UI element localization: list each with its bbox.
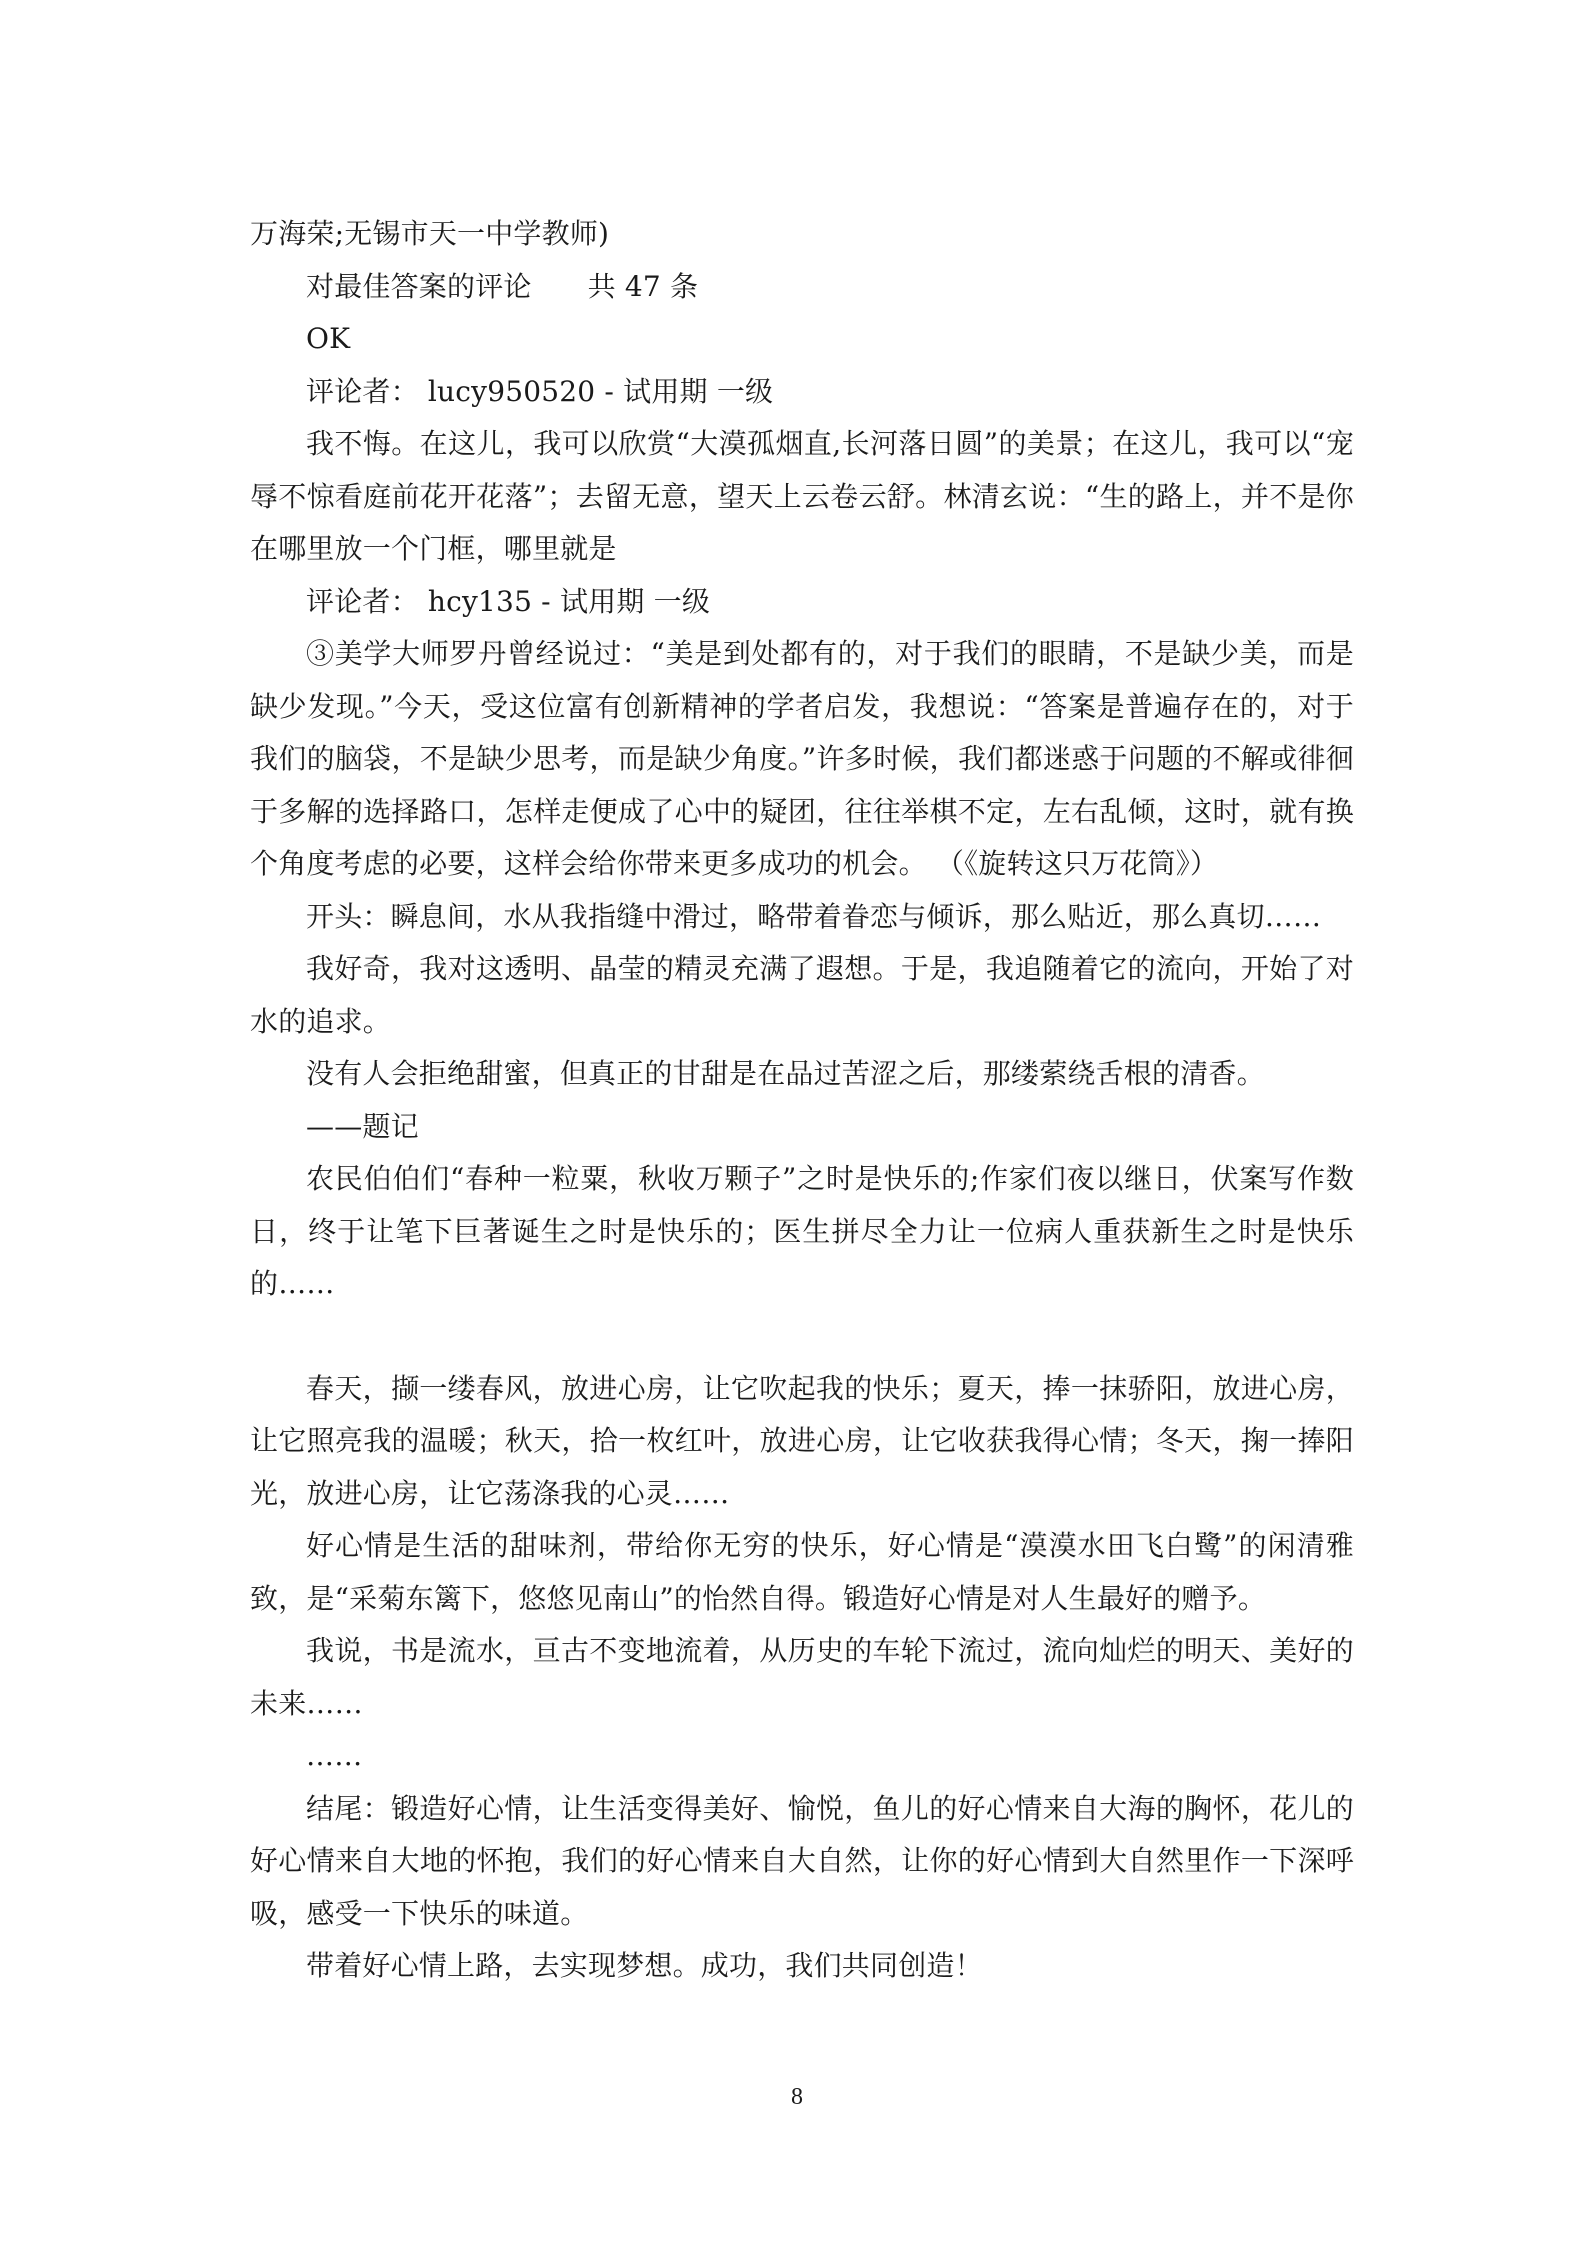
epigraph-paragraph: 没有人会拒绝甜蜜，但真正的甘甜是在品过苦涩之后，那缕萦绕舌根的清香。 — [306, 1057, 1265, 1090]
books-paragraph: 我说，书是流水，亘古不变地流着，从历史的车轮下流过，流向灿烂的明天、美好的未来…… — [250, 1634, 1354, 1720]
comments-title: 对最佳答案的评论 — [306, 269, 532, 303]
opening-paragraph: 开头：瞬息间，水从我指缝中滑过，略带着眷恋与倾诉，那么贴近，那么真切…… — [306, 899, 1322, 933]
commenter-line-1: 评论者： lucy950520 - 试用期 一级 — [306, 374, 774, 408]
document-body — [250, 208, 1354, 1993]
comment-paragraph-1: 我不悔。在这儿，我可以欣赏“大漠孤烟直,长河落日圆”的美景；在这儿，我可以“宠辱不惊看庭前花开花落”；去留无意，望天上云卷云舒。林清玄说：“生的路上，并不是你在哪里放一个门框，哪里就是 — [250, 427, 1354, 565]
page-number: 8 — [791, 2084, 803, 2110]
ending-paragraph: 结尾：锻造好心情，让生活变得美好、愉悦，鱼儿的好心情来自大海的胸怀，花儿的好心情来自大地的怀抱，我们的好心情来自大自然，让你的好心情到大自然里作一下深呼吸，感受一下快乐的味道。 — [250, 1791, 1354, 1930]
commenter-line-2: 评论者： hcy135 - 试用期 一级 — [306, 584, 711, 618]
closing-paragraph: 带着好心情上路，去实现梦想。成功，我们共同创造！ — [306, 1949, 983, 1982]
good-mood-paragraph: 好心情是生活的甜味剂，带给你无穷的快乐，好心情是“漠漠水田飞白鹭”的闲清雅致，是“采菊东篱下，悠悠见南山”的怡然自得。锻造好心情是对人生最好的赠予。 — [250, 1529, 1354, 1615]
comment-paragraph-2: ③美学大师罗丹曾经说过：“美是到处都有的，对于我们的眼睛，不是缺少美，而是缺少发现。”今天，受这位富有创新精神的学者启发，我想说：“答案是普遍存在的，对于我们的脑袋，不是缺少思考，而是缺少角度。”许多时候，我们都迷惑于问题的不解或徘徊于多解的选择路口，怎样走便成了心中的疑团，往往举棋不定，左右乱倾，这时，就有换个角度考虑的必要，这样会给你带来更多成功的机会。 （《旋转这只万花筒》） — [250, 637, 1354, 880]
curiosity-paragraph: 我好奇，我对这透明、晶莹的精灵充满了遐想。于是，我追随着它的流向，开始了对水的追求。 — [250, 952, 1354, 1038]
farmers-paragraph: 农民伯伯们“春种一粒粟，秋收万颗子”之时是快乐的;作家们夜以继日，伏案写作数日，终于让笔下巨著诞生之时是快乐的；医生拼尽全力让一位病人重获新生之时是快乐的…… — [250, 1162, 1354, 1300]
comments-count: 共 47 条 — [587, 269, 699, 303]
ok-line: OK — [306, 322, 351, 355]
epigraph-attribution: ——题记 — [306, 1109, 419, 1143]
seasons-paragraph: 春天，撷一缕春风，放进心房，让它吹起我的快乐；夏天，捧一抹骄阳，放进心房，让它照亮我的温暖；秋天，拾一枚红叶，放进心房，让它收获我得心情；冬天，掬一捧阳光，放进心房，让它荡涤我的心灵…… — [250, 1371, 1354, 1510]
ellipsis-line: …… — [306, 1739, 363, 1772]
comments-header — [250, 261, 1354, 314]
author-credit-line: 万海荣;无锡市天一中学教师) — [250, 217, 610, 250]
paragraph-gap — [250, 1311, 1354, 1363]
